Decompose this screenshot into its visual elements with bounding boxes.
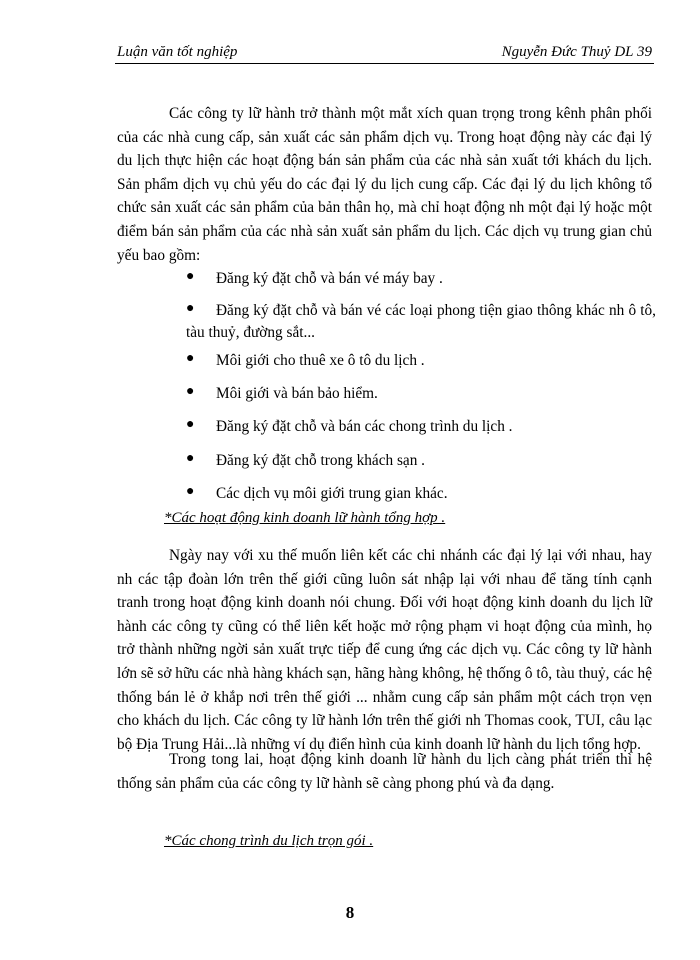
list-item-text: Đăng ký đặt chỗ và bán vé máy bay . <box>216 270 443 287</box>
list-item-text: Môi giới và bán bảo hiểm. <box>216 385 378 402</box>
paragraph-intermediary-role: Các công ty lữ hành trở thành một mắt xích quan trọng trong kênh phân phối của các nhà cung cấp, sản xuất các sản phẩm dịch vụ. Trong hoạt động này các đại lý du lịch thực hiện các hoạt động bán sản phẩm của các nhà sản xuất tới khách du lịch. Sản phẩm dịch vụ chủ yếu do các đại lý du lịch cung cấp. Các đại lý du lịch không tổ chức sản xuất các sản phẩm của bản thân họ, mà chỉ hoạt động nh một đại lý hoặc một điểm bán sản phẩm của các nhà sản xuất sản phẩm du lịch. Các dịch vụ trung gian chủ yếu bao gồm: <box>117 105 652 264</box>
bullet-icon: ● <box>186 351 195 366</box>
list-item-text: Đăng ký đặt chỗ trong khách sạn . <box>216 452 426 469</box>
header-divider <box>115 63 654 64</box>
bullet-icon: ● <box>186 301 195 316</box>
bullet-icon: ● <box>186 269 195 284</box>
section-heading-general-tour-business: *Các hoạt động kinh doanh lữ hành tổng hợp . <box>164 510 446 526</box>
page-header <box>117 44 652 64</box>
page-number: 8 <box>345 903 355 922</box>
paragraph-general-tour-business: Ngày nay với xu thế muốn liên kết các chi nhánh các đại lý lại với nhau, hay nh các tập đoàn lớn trên thế giới cũng luôn sát nhập lại với nhau để tăng tính cạnh tranh trong hoạt động kinh doanh nói chung. Đối với hoạt động kinh doanh du lịch lữ hành các công ty cũng có thể liên kết hoặc mở rộng phạm vi hoạt động của mình, họ trở thành những ngời sản xuất trực tiếp để cung ứng các dịch vụ. Các công ty lữ hành lớn sẽ sở hữu các nhà hàng khách sạn, hãng hàng không, hệ thống ô tô, tàu thuỷ, các hệ thống bán lẻ ở khắp nơi trên thế giới ... nhằm cung cấp sản phẩm một cách trọn vẹn cho khách du lịch. Các công ty lữ hành lớn trên thế giới nh Thomas cook, TUI, câu lạc bộ Địa Trung Hải...là những ví dụ điển hình của kinh doanh lữ hành du lịch tổng hợp. <box>117 547 652 753</box>
bullet-icon: ● <box>186 384 195 399</box>
bullet-icon: ● <box>186 417 195 432</box>
list-item-text: Các dịch vụ môi giới trung gian khác. <box>216 485 448 502</box>
header-title: Luận văn tốt nghiệp <box>117 44 238 60</box>
header-author: Nguyễn Đức Thuỷ DL 39 <box>501 44 652 60</box>
bullet-icon: ● <box>186 451 195 466</box>
list-item-text: Đăng ký đặt chỗ và bán các chong trình du lịch . <box>216 418 513 435</box>
paragraph-future-outlook: Trong tong lai, hoạt động kinh doanh lữ hành du lịch càng phát triển thì hệ thống sản phẩm của các công ty lữ hành sẽ càng phong phú và đa dạng. <box>117 751 652 792</box>
bullet-icon: ● <box>186 484 195 499</box>
list-item-text: Đăng ký đặt chỗ và bán vé các loại phong tiện giao thông khác nh ô tô, tàu thuỷ, đường sắt... <box>186 302 656 341</box>
list-item-text: Môi giới cho thuê xe ô tô du lịch . <box>216 352 425 369</box>
section-heading-package-tours: *Các chong trình du lịch trọn gói . <box>164 833 374 849</box>
